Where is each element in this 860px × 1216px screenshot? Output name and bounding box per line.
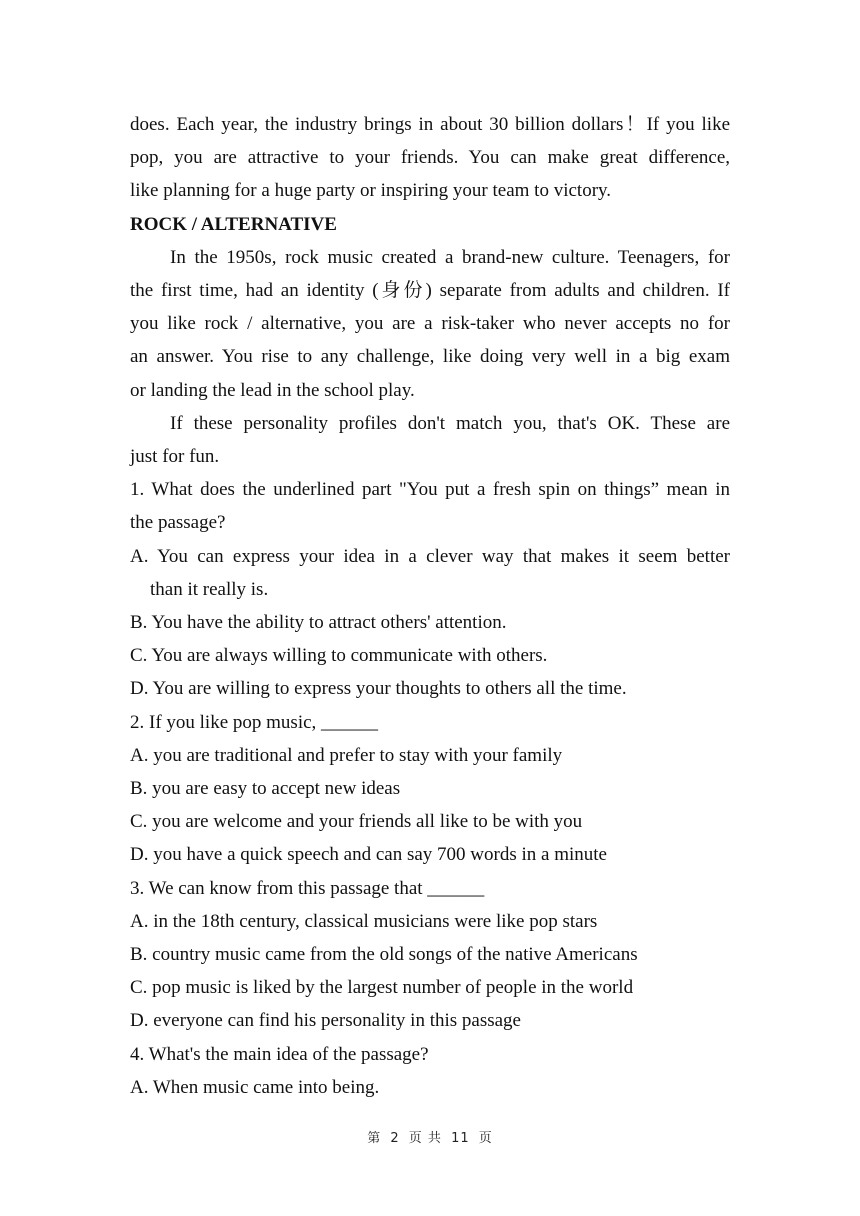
- question-3-option-a: A. in the 18th century, classical musicians were like pop stars: [130, 910, 598, 932]
- paragraph-line: or landing the lead in the school play.: [130, 379, 415, 401]
- question-2-stem: 2. If you like pop music, ______: [130, 711, 379, 733]
- question-1-option-d: D. You are willing to express your thoughts to others all the time.: [130, 678, 627, 700]
- question-2-option-d: D. you have a quick speech and can say 700 words in a minute: [130, 844, 607, 866]
- question-3-option-c: C. pop music is liked by the largest number of people in the world: [130, 977, 634, 999]
- closing-line: just for fun.: [130, 446, 220, 468]
- footer-prefix: 第: [367, 1131, 382, 1146]
- question-4-stem: 4. What's the main idea of the passage?: [130, 1043, 429, 1065]
- question-3-stem: 3. We can know from this passage that ______: [130, 877, 485, 899]
- footer-suffix: 页: [478, 1131, 493, 1146]
- paragraph-line: an answer. You rise to any challenge, like doing very well in a big exam: [130, 346, 730, 368]
- question-3-option-b: B. country music came from the old songs of the native Americans: [130, 944, 638, 966]
- footer-middle: 页 共: [408, 1131, 442, 1146]
- section-heading: ROCK / ALTERNATIVE: [130, 213, 337, 235]
- question-2-option-a: A. you are traditional and prefer to stay with your family: [130, 744, 563, 766]
- footer-page-number: 2: [390, 1131, 400, 1146]
- question-1-stem: 1. What does the underlined part "You put a fresh spin on things” mean in: [130, 479, 730, 501]
- closing-line: If these personality profiles don't match you, that's OK. These are: [170, 412, 730, 434]
- question-2-option-b: B. you are easy to accept new ideas: [130, 778, 401, 800]
- question-1-option-a: A. You can express your idea in a clever way that makes it seem better: [130, 545, 730, 567]
- question-4-option-a: A. When music came into being.: [130, 1076, 380, 1098]
- question-1-stem: the passage?: [130, 512, 226, 534]
- paragraph-line: In the 1950s, rock music created a brand-new culture. Teenagers, for: [170, 246, 730, 268]
- passage-line: like planning for a huge party or inspiring your team to victory.: [130, 180, 612, 202]
- passage-line: does. Each year, the industry brings in about 30 billion dollars！If you like: [130, 114, 730, 135]
- question-1-option-c: C. You are always willing to communicate with others.: [130, 645, 548, 667]
- page-content: [130, 108, 730, 1104]
- paragraph-line: you like rock / alternative, you are a risk-taker who never accepts no for: [130, 313, 730, 335]
- question-1-option-b: B. You have the ability to attract others' attention.: [130, 612, 507, 634]
- page-footer: [0, 1127, 860, 1146]
- paragraph-line: the first time, had an identity (身份) separate from adults and children. If: [130, 280, 730, 302]
- question-2-option-c: C. you are welcome and your friends all like to be with you: [130, 811, 583, 833]
- footer-total-pages: 11: [451, 1131, 470, 1146]
- passage-line: pop, you are attractive to your friends. You can make great difference,: [130, 147, 730, 169]
- question-3-option-d: D. everyone can find his personality in this passage: [130, 1010, 521, 1032]
- question-1-option-a: than it really is.: [150, 578, 269, 600]
